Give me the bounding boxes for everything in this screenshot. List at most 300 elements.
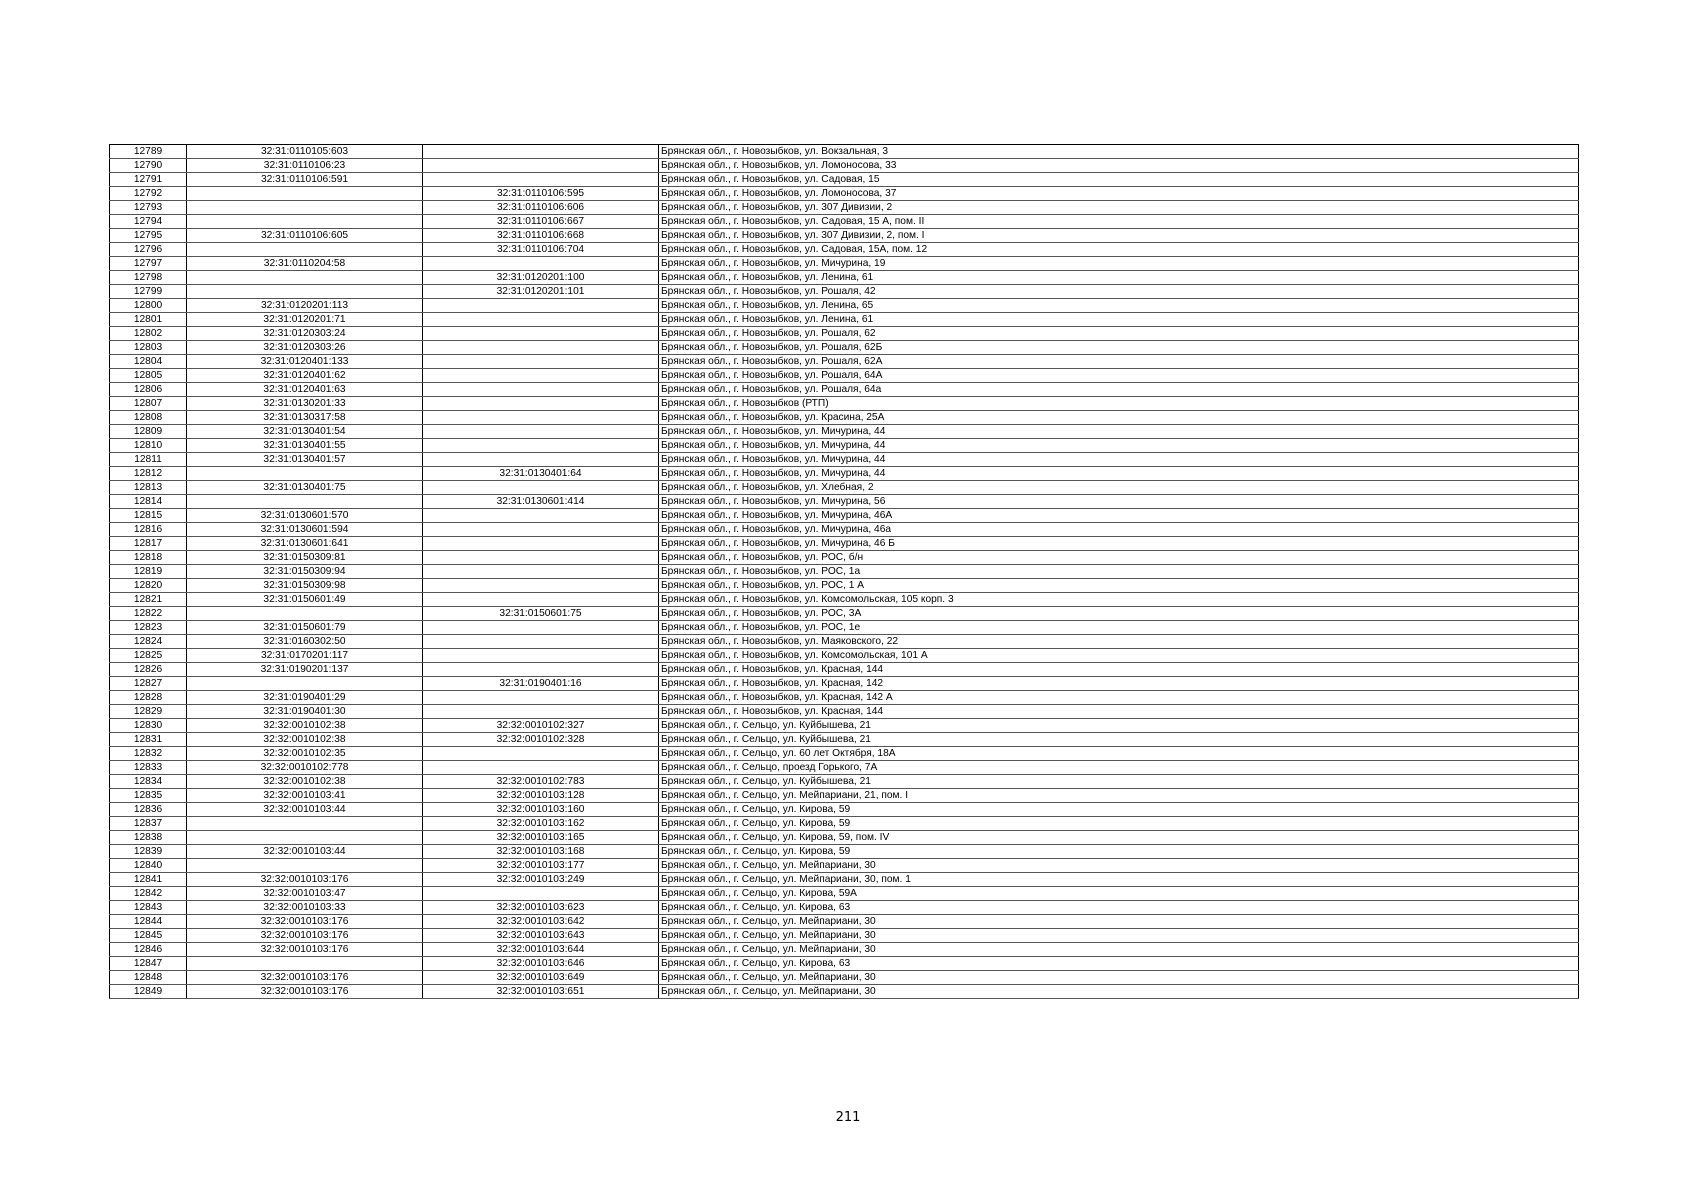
cadastral-number-2: [423, 145, 659, 159]
cadastral-number-2: 32:32:0010103:128: [423, 789, 659, 803]
cadastral-number-2: 32:32:0010103:643: [423, 929, 659, 943]
table-row: [110, 537, 1579, 551]
table-row: [110, 551, 1579, 565]
cadastral-number-1: 32:32:0010103:176: [187, 971, 423, 985]
address: Брянская обл., г. Новозыбков, ул. Мичурина, 44: [659, 467, 1579, 481]
table-row: [110, 313, 1579, 327]
address: Брянская обл., г. Сельцо, ул. Мейпариани, 21, пом. I: [659, 789, 1579, 803]
cadastral-number-1: 32:32:0010103:44: [187, 845, 423, 859]
address: Брянская обл., г. Сельцо, ул. 60 лет Октября, 18А: [659, 747, 1579, 761]
cadastral-number-2: [423, 173, 659, 187]
cadastral-number-1: [187, 243, 423, 257]
cadastral-number-2: [423, 747, 659, 761]
table-row: [110, 929, 1579, 943]
row-number: 12795: [110, 229, 187, 243]
row-number: 12801: [110, 313, 187, 327]
address: Брянская обл., г. Новозыбков, ул. Красная, 142: [659, 677, 1579, 691]
row-number: 12842: [110, 887, 187, 901]
cadastral-number-2: 32:32:0010103:165: [423, 831, 659, 845]
cadastral-number-1: 32:32:0010102:38: [187, 733, 423, 747]
cadastral-number-2: [423, 523, 659, 537]
address: Брянская обл., г. Новозыбков, ул. Хлебная, 2: [659, 481, 1579, 495]
cadastral-number-2: 32:31:0110106:704: [423, 243, 659, 257]
address: Брянская обл., г. Сельцо, ул. Куйбышева, 21: [659, 719, 1579, 733]
cadastral-number-1: 32:31:0150309:81: [187, 551, 423, 565]
cadastral-number-2: [423, 761, 659, 775]
cadastral-number-1: 32:32:0010102:38: [187, 775, 423, 789]
table-row: [110, 453, 1579, 467]
row-number: 12820: [110, 579, 187, 593]
cadastral-number-1: 32:32:0010103:47: [187, 887, 423, 901]
address: Брянская обл., г. Новозыбков, ул. Мичурина, 46а: [659, 523, 1579, 537]
row-number: 12837: [110, 817, 187, 831]
row-number: 12841: [110, 873, 187, 887]
cadastral-number-2: 32:32:0010103:177: [423, 859, 659, 873]
row-number: 12829: [110, 705, 187, 719]
cadastral-number-1: 32:31:0190201:137: [187, 663, 423, 677]
cadastral-number-2: [423, 355, 659, 369]
row-number: 12834: [110, 775, 187, 789]
row-number: 12836: [110, 803, 187, 817]
cadastral-number-1: [187, 215, 423, 229]
address: Брянская обл., г. Новозыбков, ул. Комсомольская, 101 А: [659, 649, 1579, 663]
cadastral-number-2: [423, 439, 659, 453]
address: Брянская обл., г. Новозыбков, ул. РОС, 1а: [659, 565, 1579, 579]
cadastral-number-2: 32:32:0010103:249: [423, 873, 659, 887]
cadastral-number-1: 32:32:0010103:176: [187, 985, 423, 999]
address: Брянская обл., г. Новозыбков, ул. Ленина, 61: [659, 271, 1579, 285]
cadastral-number-1: 32:31:0130601:641: [187, 537, 423, 551]
table-row: [110, 943, 1579, 957]
cadastral-number-2: [423, 887, 659, 901]
address: Брянская обл., г. Новозыбков, ул. Мичурина, 46 Б: [659, 537, 1579, 551]
row-number: 12844: [110, 915, 187, 929]
table-row: [110, 327, 1579, 341]
address: Брянская обл., г. Новозыбков, ул. Красная, 144: [659, 705, 1579, 719]
address: Брянская обл., г. Новозыбков, ул. Ломоносова, 33: [659, 159, 1579, 173]
row-number: 12823: [110, 621, 187, 635]
cadastral-number-1: 32:32:0010102:35: [187, 747, 423, 761]
address: Брянская обл., г. Новозыбков, ул. РОС, 3А: [659, 607, 1579, 621]
cadastral-number-1: 32:32:0010103:44: [187, 803, 423, 817]
address: Брянская обл., г. Новозыбков, ул. РОС, 1 А: [659, 579, 1579, 593]
row-number: 12813: [110, 481, 187, 495]
row-number: 12809: [110, 425, 187, 439]
cadastral-number-1: [187, 831, 423, 845]
cadastral-number-2: [423, 649, 659, 663]
address: Брянская обл., г. Новозыбков, ул. Ленина, 61: [659, 313, 1579, 327]
table-row: [110, 803, 1579, 817]
cadastral-number-1: 32:31:0120401:63: [187, 383, 423, 397]
table-row: [110, 621, 1579, 635]
cadastral-number-2: 32:32:0010102:783: [423, 775, 659, 789]
row-number: 12831: [110, 733, 187, 747]
cadastral-number-1: 32:31:0130401:55: [187, 439, 423, 453]
address: Брянская обл., г. Новозыбков, ул. РОС, б/н: [659, 551, 1579, 565]
cadastral-number-2: 32:32:0010103:160: [423, 803, 659, 817]
address: Брянская обл., г. Новозыбков, ул. Мичурина, 46А: [659, 509, 1579, 523]
table-row: [110, 383, 1579, 397]
cadastral-number-1: 32:31:0130401:54: [187, 425, 423, 439]
cadastral-number-2: 32:31:0190401:16: [423, 677, 659, 691]
cadastral-number-1: 32:31:0150601:79: [187, 621, 423, 635]
address: Брянская обл., г. Новозыбков, ул. Рошаля, 42: [659, 285, 1579, 299]
row-number: 12846: [110, 943, 187, 957]
table-row: [110, 173, 1579, 187]
row-number: 12805: [110, 369, 187, 383]
cadastral-number-1: 32:31:0130401:75: [187, 481, 423, 495]
table-row: [110, 789, 1579, 803]
cadastral-number-2: [423, 691, 659, 705]
cadastral-number-1: 32:31:0160302:50: [187, 635, 423, 649]
cadastral-number-1: 32:31:0120303:26: [187, 341, 423, 355]
cadastral-number-2: 32:32:0010103:646: [423, 957, 659, 971]
table-row: [110, 495, 1579, 509]
cadastral-number-1: 32:32:0010103:176: [187, 915, 423, 929]
cadastral-number-2: 32:31:0110106:606: [423, 201, 659, 215]
table-row: [110, 481, 1579, 495]
table-row: [110, 901, 1579, 915]
row-number: 12796: [110, 243, 187, 257]
table-row: [110, 971, 1579, 985]
cadastral-number-1: 32:32:0010103:33: [187, 901, 423, 915]
cadastral-number-1: 32:31:0120201:71: [187, 313, 423, 327]
cadastral-number-2: [423, 327, 659, 341]
row-number: 12822: [110, 607, 187, 621]
cadastral-number-2: [423, 635, 659, 649]
cadastral-number-1: [187, 187, 423, 201]
address: Брянская обл., г. Новозыбков, ул. Рошаля, 62: [659, 327, 1579, 341]
cadastral-number-1: 32:31:0110204:58: [187, 257, 423, 271]
cadastral-number-1: 32:31:0120201:113: [187, 299, 423, 313]
table-row: [110, 355, 1579, 369]
cadastral-number-1: [187, 285, 423, 299]
address: Брянская обл., г. Сельцо, проезд Горького, 7А: [659, 761, 1579, 775]
row-number: 12827: [110, 677, 187, 691]
table-body: [110, 145, 1579, 999]
cadastral-number-1: 32:31:0130401:57: [187, 453, 423, 467]
cadastral-number-1: [187, 495, 423, 509]
cadastral-number-2: 32:32:0010102:328: [423, 733, 659, 747]
table-row: [110, 411, 1579, 425]
address: Брянская обл., г. Сельцо, ул. Кирова, 63: [659, 957, 1579, 971]
row-number: 12807: [110, 397, 187, 411]
table-row: [110, 285, 1579, 299]
row-number: 12798: [110, 271, 187, 285]
table-row: [110, 607, 1579, 621]
table-row: [110, 663, 1579, 677]
address: Брянская обл., г. Новозыбков, ул. Маяковского, 22: [659, 635, 1579, 649]
address: Брянская обл., г. Сельцо, ул. Мейпариани, 30: [659, 859, 1579, 873]
address: Брянская обл., г. Сельцо, ул. Кирова, 63: [659, 901, 1579, 915]
row-number: 12814: [110, 495, 187, 509]
row-number: 12828: [110, 691, 187, 705]
table-row: [110, 705, 1579, 719]
cadastral-number-2: [423, 663, 659, 677]
cadastral-number-2: [423, 509, 659, 523]
address: Брянская обл., г. Новозыбков, ул. Красная, 142 А: [659, 691, 1579, 705]
cadastral-number-1: [187, 859, 423, 873]
row-number: 12833: [110, 761, 187, 775]
address: Брянская обл., г. Новозыбков, ул. Красина, 25А: [659, 411, 1579, 425]
address: Брянская обл., г. Новозыбков, ул. РОС, 1е: [659, 621, 1579, 635]
table-row: [110, 887, 1579, 901]
cadastral-number-2: 32:32:0010103:649: [423, 971, 659, 985]
address: Брянская обл., г. Новозыбков, ул. Мичурина, 19: [659, 257, 1579, 271]
address: Брянская обл., г. Сельцо, ул. Куйбышева, 21: [659, 733, 1579, 747]
cadastral-number-1: 32:31:0150309:98: [187, 579, 423, 593]
row-number: 12806: [110, 383, 187, 397]
address: Брянская обл., г. Сельцо, ул. Куйбышева, 21: [659, 775, 1579, 789]
cadastral-number-1: [187, 467, 423, 481]
cadastral-number-2: [423, 579, 659, 593]
cadastral-number-1: 32:32:0010102:38: [187, 719, 423, 733]
cadastral-number-2: 32:31:0130601:414: [423, 495, 659, 509]
address: Брянская обл., г. Сельцо, ул. Кирова, 59: [659, 817, 1579, 831]
cadastral-number-2: [423, 397, 659, 411]
row-number: 12835: [110, 789, 187, 803]
cadastral-number-1: 32:32:0010103:41: [187, 789, 423, 803]
cadastral-table: [109, 144, 1579, 999]
cadastral-number-1: 32:31:0120303:24: [187, 327, 423, 341]
cadastral-number-1: 32:31:0120401:133: [187, 355, 423, 369]
table-row: [110, 845, 1579, 859]
cadastral-number-2: [423, 537, 659, 551]
cadastral-number-1: 32:31:0130601:594: [187, 523, 423, 537]
address: Брянская обл., г. Новозыбков, ул. Рошаля, 64А: [659, 369, 1579, 383]
row-number: 12804: [110, 355, 187, 369]
address: Брянская обл., г. Новозыбков, ул. Ленина, 65: [659, 299, 1579, 313]
cadastral-number-1: 32:32:0010103:176: [187, 943, 423, 957]
address: Брянская обл., г. Сельцо, ул. Кирова, 59, пом. IV: [659, 831, 1579, 845]
cadastral-number-1: 32:32:0010103:176: [187, 873, 423, 887]
row-number: 12792: [110, 187, 187, 201]
row-number: 12816: [110, 523, 187, 537]
table-row: [110, 761, 1579, 775]
cadastral-number-2: 32:31:0120201:101: [423, 285, 659, 299]
table-row: [110, 523, 1579, 537]
cadastral-number-2: [423, 453, 659, 467]
address: Брянская обл., г. Новозыбков, ул. Рошаля, 64а: [659, 383, 1579, 397]
cadastral-number-2: [423, 341, 659, 355]
cadastral-number-2: [423, 383, 659, 397]
address: Брянская обл., г. Новозыбков, ул. Мичурина, 44: [659, 453, 1579, 467]
row-number: 12802: [110, 327, 187, 341]
table-row: [110, 733, 1579, 747]
table-row: [110, 271, 1579, 285]
address: Брянская обл., г. Новозыбков, ул. Ломоносова, 37: [659, 187, 1579, 201]
cadastral-number-1: 32:31:0130317:58: [187, 411, 423, 425]
cadastral-number-2: [423, 551, 659, 565]
table-row: [110, 201, 1579, 215]
table-row: [110, 957, 1579, 971]
cadastral-number-2: [423, 621, 659, 635]
table-row: [110, 425, 1579, 439]
row-number: 12843: [110, 901, 187, 915]
row-number: 12832: [110, 747, 187, 761]
cadastral-number-2: [423, 425, 659, 439]
address: Брянская обл., г. Новозыбков, ул. Красная, 144: [659, 663, 1579, 677]
cadastral-number-2: 32:32:0010103:623: [423, 901, 659, 915]
row-number: 12811: [110, 453, 187, 467]
row-number: 12830: [110, 719, 187, 733]
address: Брянская обл., г. Новозыбков, ул. Мичурина, 56: [659, 495, 1579, 509]
address: Брянская обл., г. Новозыбков, ул. Садовая, 15: [659, 173, 1579, 187]
address: Брянская обл., г. Новозыбков, ул. Садовая, 15 А, пом. II: [659, 215, 1579, 229]
cadastral-number-1: 32:32:0010103:176: [187, 929, 423, 943]
address: Брянская обл., г. Сельцо, ул. Мейпариани, 30: [659, 915, 1579, 929]
row-number: 12848: [110, 971, 187, 985]
cadastral-number-2: 32:31:0120201:100: [423, 271, 659, 285]
cadastral-number-1: 32:31:0110106:23: [187, 159, 423, 173]
table-row: [110, 635, 1579, 649]
table-row: [110, 467, 1579, 481]
table-row: [110, 677, 1579, 691]
table-row: [110, 509, 1579, 523]
cadastral-number-2: [423, 313, 659, 327]
cadastral-number-2: 32:32:0010103:162: [423, 817, 659, 831]
table-row: [110, 397, 1579, 411]
cadastral-number-1: 32:31:0170201:117: [187, 649, 423, 663]
cadastral-number-1: [187, 677, 423, 691]
cadastral-number-1: 32:31:0110106:591: [187, 173, 423, 187]
address: Брянская обл., г. Новозыбков, ул. Мичурина, 44: [659, 425, 1579, 439]
row-number: 12810: [110, 439, 187, 453]
table-row: [110, 159, 1579, 173]
row-number: 12799: [110, 285, 187, 299]
row-number: 12812: [110, 467, 187, 481]
table-row: [110, 719, 1579, 733]
table-row: [110, 215, 1579, 229]
cadastral-number-2: 32:32:0010103:651: [423, 985, 659, 999]
cadastral-number-1: 32:31:0130601:570: [187, 509, 423, 523]
cadastral-number-2: [423, 593, 659, 607]
table-row: [110, 579, 1579, 593]
table-row: [110, 649, 1579, 663]
page-number: 211: [835, 1110, 861, 1125]
address: Брянская обл., г. Сельцо, ул. Кирова, 59: [659, 845, 1579, 859]
cadastral-number-1: 32:31:0130201:33: [187, 397, 423, 411]
row-number: 12818: [110, 551, 187, 565]
row-number: 12797: [110, 257, 187, 271]
row-number: 12847: [110, 957, 187, 971]
address: Брянская обл., г. Сельцо, ул. Кирова, 59А: [659, 887, 1579, 901]
row-number: 12793: [110, 201, 187, 215]
row-number: 12821: [110, 593, 187, 607]
address: Брянская обл., г. Новозыбков, ул. 307 Дивизии, 2, пом. I: [659, 229, 1579, 243]
table-row: [110, 915, 1579, 929]
table-row: [110, 747, 1579, 761]
address: Брянская обл., г. Новозыбков, ул. Комсомольская, 105 корп. 3: [659, 593, 1579, 607]
table-row: [110, 985, 1579, 999]
row-number: 12808: [110, 411, 187, 425]
row-number: 12791: [110, 173, 187, 187]
row-number: 12819: [110, 565, 187, 579]
cadastral-number-1: 32:31:0150601:49: [187, 593, 423, 607]
cadastral-number-2: 32:31:0110106:668: [423, 229, 659, 243]
address: Брянская обл., г. Сельцо, ул. Мейпариани, 30: [659, 929, 1579, 943]
cadastral-number-2: [423, 481, 659, 495]
address: Брянская обл., г. Сельцо, ул. Мейпариани, 30: [659, 943, 1579, 957]
cadastral-number-1: 32:31:0110106:605: [187, 229, 423, 243]
table-row: [110, 341, 1579, 355]
table-row: [110, 565, 1579, 579]
cadastral-number-1: 32:31:0190401:30: [187, 705, 423, 719]
cadastral-number-2: 32:32:0010103:168: [423, 845, 659, 859]
table-row: [110, 187, 1579, 201]
cadastral-number-2: 32:31:0150601:75: [423, 607, 659, 621]
cadastral-number-2: 32:31:0110106:667: [423, 215, 659, 229]
address: Брянская обл., г. Сельцо, ул. Мейпариани, 30, пом. 1: [659, 873, 1579, 887]
address: Брянская обл., г. Сельцо, ул. Кирова, 59: [659, 803, 1579, 817]
cadastral-number-1: 32:31:0150309:94: [187, 565, 423, 579]
table-row: [110, 243, 1579, 257]
table-row: [110, 691, 1579, 705]
cadastral-number-1: 32:32:0010102:778: [187, 761, 423, 775]
table-row: [110, 257, 1579, 271]
table-row: [110, 831, 1579, 845]
cadastral-number-2: [423, 257, 659, 271]
row-number: 12789: [110, 145, 187, 159]
address: Брянская обл., г. Новозыбков, ул. Мичурина, 44: [659, 439, 1579, 453]
row-number: 12826: [110, 663, 187, 677]
table-row: [110, 145, 1579, 159]
cadastral-number-2: [423, 159, 659, 173]
address: Брянская обл., г. Новозыбков, ул. Садовая, 15А, пом. 12: [659, 243, 1579, 257]
row-number: 12838: [110, 831, 187, 845]
cadastral-number-1: [187, 201, 423, 215]
cadastral-number-2: 32:32:0010102:327: [423, 719, 659, 733]
cadastral-number-1: 32:31:0110105:603: [187, 145, 423, 159]
row-number: 12845: [110, 929, 187, 943]
cadastral-number-1: [187, 817, 423, 831]
cadastral-number-2: 32:31:0130401:64: [423, 467, 659, 481]
address: Брянская обл., г. Сельцо, ул. Мейпариани, 30: [659, 971, 1579, 985]
cadastral-number-1: 32:31:0190401:29: [187, 691, 423, 705]
address: Брянская обл., г. Сельцо, ул. Мейпариани, 30: [659, 985, 1579, 999]
cadastral-number-2: [423, 705, 659, 719]
cadastral-number-2: [423, 369, 659, 383]
address: Брянская обл., г. Новозыбков, ул. Рошаля, 62А: [659, 355, 1579, 369]
table-row: [110, 859, 1579, 873]
row-number: 12790: [110, 159, 187, 173]
cadastral-number-1: [187, 957, 423, 971]
cadastral-number-1: 32:31:0120401:62: [187, 369, 423, 383]
address: Брянская обл., г. Новозыбков, ул. Вокзальная, 3: [659, 145, 1579, 159]
row-number: 12815: [110, 509, 187, 523]
table-row: [110, 299, 1579, 313]
table-row: [110, 229, 1579, 243]
cadastral-number-2: [423, 411, 659, 425]
table-row: [110, 873, 1579, 887]
table-row: [110, 369, 1579, 383]
cadastral-number-1: [187, 607, 423, 621]
cadastral-number-2: 32:32:0010103:644: [423, 943, 659, 957]
row-number: 12803: [110, 341, 187, 355]
table-row: [110, 439, 1579, 453]
table-row: [110, 775, 1579, 789]
cadastral-number-2: [423, 565, 659, 579]
table-row: [110, 593, 1579, 607]
cadastral-number-2: [423, 299, 659, 313]
cadastral-number-2: 32:32:0010103:642: [423, 915, 659, 929]
address: Брянская обл., г. Новозыбков, ул. 307 Дивизии, 2: [659, 201, 1579, 215]
row-number: 12824: [110, 635, 187, 649]
cadastral-number-2: 32:31:0110106:595: [423, 187, 659, 201]
address: Брянская обл., г. Новозыбков (РТП): [659, 397, 1579, 411]
row-number: 12817: [110, 537, 187, 551]
row-number: 12840: [110, 859, 187, 873]
